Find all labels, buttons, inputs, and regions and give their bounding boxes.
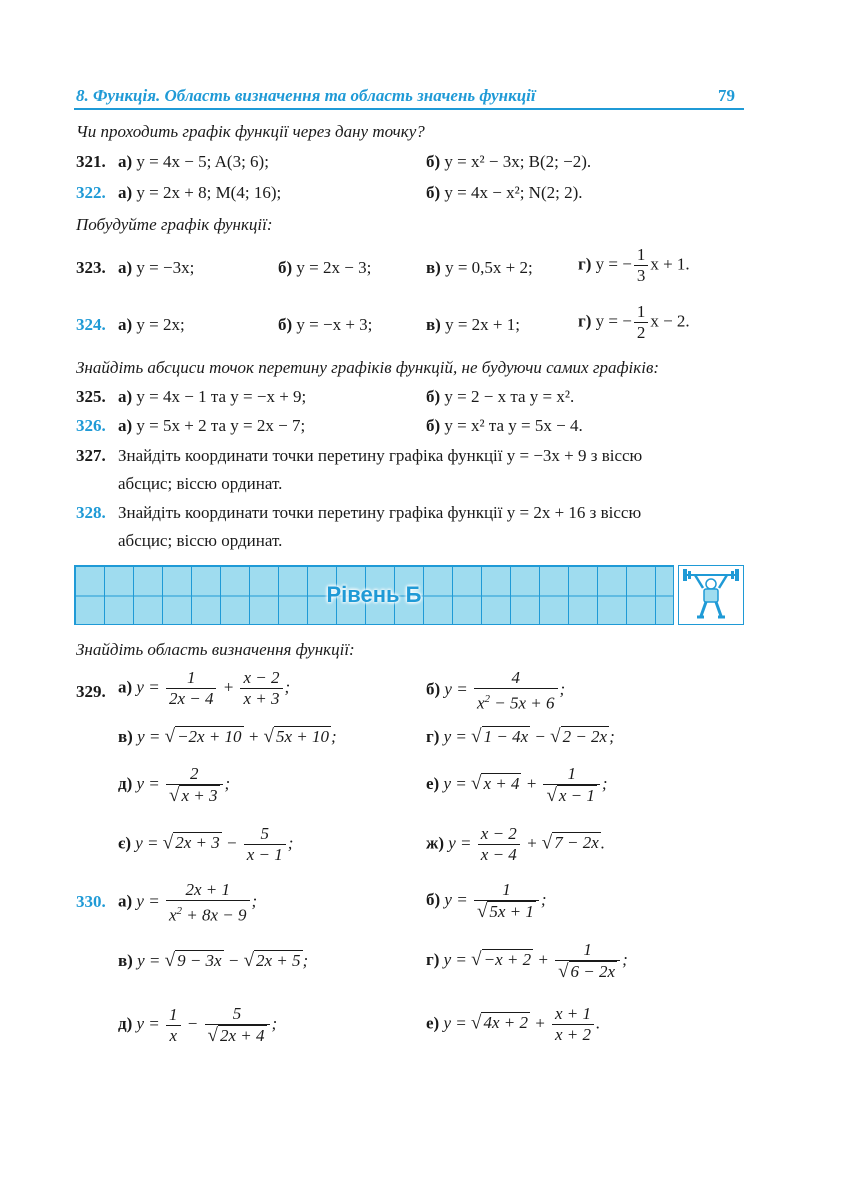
problem-327-line1: Знайдіть координати точки перетину графіка функції y = −3x + 9 з віссю <box>118 446 643 465</box>
problem-325-b: б) y = 2 − x та y = x². <box>426 387 575 406</box>
problem-321-a: а) y = 4x − 5; A(3; 6); <box>118 152 269 171</box>
problem-321-b: б) y = x² − 3x; B(2; −2). <box>426 152 592 171</box>
problem-330-d: д) y = $\frac{1}{x}$ − $\frac{5}{√ 2x + 4}$ ; <box>118 1004 278 1046</box>
problem-329-d: д) y = $\frac{2}{√ x + 3}$ ; <box>118 764 231 806</box>
problem-322-a: а) y = 2x + 8; M(4; 16); <box>118 183 282 202</box>
problem-329-b: б) y = $\frac{4}{x^2 - 5x + 6}$ ; <box>426 668 566 713</box>
problem-325-a: а) y = 4x − 1 та y = −x + 9; <box>118 387 307 406</box>
problem-323-b: б) y = 2x − 3; <box>278 258 372 277</box>
problem-330-g: г) y = √ −x + 2 + $\frac{1}{√ 6 - 2x}$ ; <box>426 940 628 982</box>
level-banner <box>74 565 744 625</box>
problem-325-number: 325. <box>76 387 106 406</box>
problem-323-v: в) y = 0,5x + 2; <box>426 258 533 277</box>
problem-328-number: 328. <box>76 503 106 522</box>
problem-327-line2: абсцис; віссю ординат. <box>118 474 283 493</box>
problem-324-v: в) y = 2x + 1; <box>426 315 520 334</box>
problem-323-a: а) y = −3x; <box>118 258 195 277</box>
instruction-build-graph: Побудуйте графік функції: <box>76 215 273 234</box>
problem-327-number: 327. <box>76 446 106 465</box>
section-title: 8. Функція. Область визначення та область значень функції <box>76 86 536 105</box>
problem-324-g: г) y = − $\frac{1}{2}$ x − 2. <box>578 302 690 342</box>
problem-330-a: а) y = $\frac{2x + 1}{x^2 + 8x - 9}$ ; <box>118 880 258 925</box>
problem-330-number: 330. <box>76 892 106 911</box>
instruction-domain: Знайдіть область визначення функції: <box>76 640 355 659</box>
problem-326-b: б) y = x² та y = 5x − 4. <box>426 416 583 435</box>
problem-321-number: 321. <box>76 152 106 171</box>
problem-322-b: б) y = 4x − x²; N(2; 2). <box>426 183 583 202</box>
problem-324-b: б) y = −x + 3; <box>278 315 373 334</box>
level-label: Рівень Б <box>326 582 422 607</box>
instruction-intersections: Знайдіть абсциси точок перетину графіків функцій, не будуючи самих графіків: <box>76 358 659 377</box>
problem-329-v: в) y = √ −2x + 10 + √ 5x + 10 ; <box>118 726 337 747</box>
problem-329-ye: є) y = √ 2x + 3 − $\frac{5}{x - 1}$ ; <box>118 824 294 864</box>
problem-324-number: 324. <box>76 315 106 334</box>
problem-330-v: в) y = √ 9 − 3x − √ 2x + 5 ; <box>118 950 309 971</box>
problem-326-a: а) y = 5x + 2 та y = 2x − 7; <box>118 416 306 435</box>
problem-329-number: 329. <box>76 682 106 701</box>
problem-322-number: 322. <box>76 183 106 202</box>
problem-326-number: 326. <box>76 416 106 435</box>
page-number: 79 <box>718 86 735 105</box>
header-rule <box>74 108 744 110</box>
problem-323-g: г) y = − $\frac{1}{3}$ x + 1. <box>578 245 690 285</box>
problem-324-a: а) y = 2x; <box>118 315 185 334</box>
problem-329-g: г) y = √ 1 − 4x − √ 2 − 2x ; <box>426 726 615 747</box>
instruction-points: Чи проходить графік функції через дану точку? <box>76 122 425 141</box>
problem-329-a: а) y = $\frac{1}{2x - 4}$ + $\frac{x - 2}{x + 3}$ ; <box>118 668 291 708</box>
problem-323-number: 323. <box>76 258 106 277</box>
problem-330-e: е) y = √ 4x + 2 + $\frac{x + 1}{x + 2}$ . <box>426 1004 601 1044</box>
problem-329-zh: ж) y = $\frac{x - 2}{x - 4}$ + √ 7 − 2x . <box>426 824 606 864</box>
weightlifter-icon <box>678 565 744 625</box>
problem-330-b: б) y = $\frac{1}{√ 5x + 1}$ ; <box>426 880 547 922</box>
problem-329-e: е) y = √ x + 4 + $\frac{1}{√ x - 1}$ ; <box>426 764 608 806</box>
problem-328-line1: Знайдіть координати точки перетину графіка функції y = 2x + 16 з віссю <box>118 503 642 522</box>
problem-328-line2: абсцис; віссю ординат. <box>118 531 283 550</box>
